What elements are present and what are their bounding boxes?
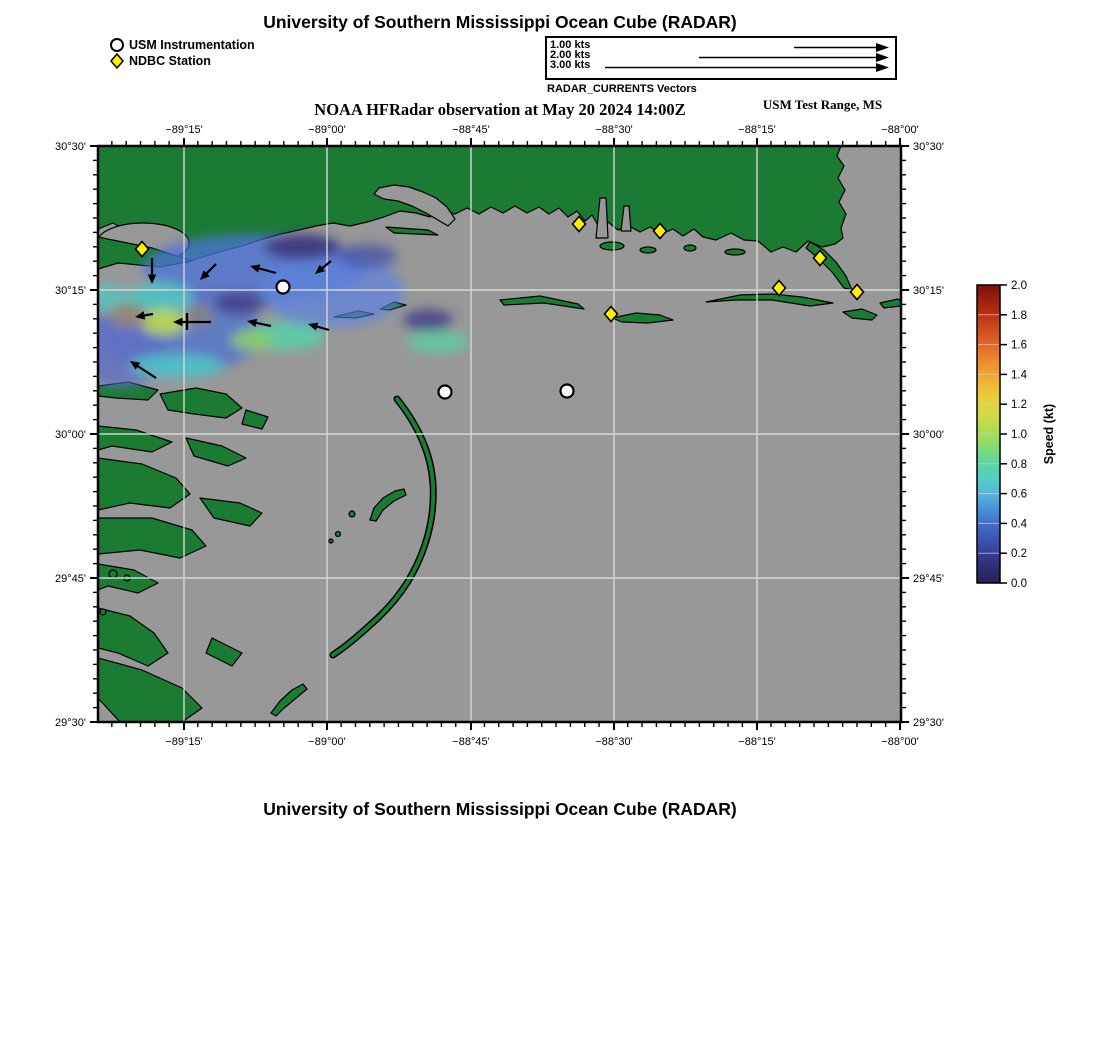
small-island (336, 532, 341, 537)
y-tick-label-left: 30°00' (55, 429, 86, 441)
colorbar-tick-label: 0.8 (1011, 458, 1027, 471)
y-tick-label-left: 29°30' (55, 717, 86, 729)
x-tick-label-top: −88°15' (738, 124, 776, 136)
small-island (109, 570, 117, 578)
colorbar-tick-label: 0.2 (1011, 548, 1027, 561)
colorbar-tick-label: 0.4 (1011, 518, 1027, 531)
y-tick-label-right: 29°30' (913, 717, 944, 729)
y-tick-label-left: 30°30' (55, 141, 86, 153)
small-island (349, 511, 355, 517)
y-tick-label-right: 30°00' (913, 429, 944, 441)
x-tick-label-bottom: −89°15' (165, 736, 203, 748)
scale-label-2kt: 2.00 kts (550, 49, 591, 61)
x-tick-label-bottom: −88°00' (881, 736, 919, 748)
small-island (329, 539, 333, 543)
legend-label-usm: USM Instrumentation (129, 38, 255, 52)
y-tick-label-left: 30°15' (55, 285, 86, 297)
x-tick-label-top: −88°30' (595, 124, 633, 136)
speed-field-spot (214, 292, 266, 314)
region-label: USM Test Range, MS (762, 97, 883, 112)
colorbar-tick-label: 1.0 (1011, 429, 1027, 441)
colorbar-tick-label: 0.0 (1011, 578, 1027, 590)
x-tick-label-bottom: −88°15' (738, 736, 776, 748)
usm-instrument-marker (439, 386, 452, 399)
page-title: University of Southern Mississippi Ocean Cube (RADAR) (263, 12, 737, 32)
colorbar-tick-label: 1.2 (1011, 399, 1027, 412)
colorbar-tick-label: 2.0 (1011, 280, 1027, 292)
speed-field-spot (130, 354, 224, 378)
small-island (100, 609, 106, 615)
colorbar-tick-label: 1.4 (1011, 369, 1027, 382)
colorbar-axis-label: Speed (kt) (1042, 403, 1056, 465)
colorbar-tick-label: 0.6 (1011, 488, 1027, 501)
legend (109, 37, 255, 69)
scale-label-1kt: 1.00 kts (550, 39, 591, 51)
x-tick-label-top: −88°00' (881, 124, 919, 136)
usm-instrument-marker (561, 385, 574, 398)
speed-field-spot (337, 244, 397, 268)
usm-instrument-marker (277, 281, 290, 294)
colorbar (977, 280, 1056, 590)
y-tick-label-right: 30°15' (913, 285, 944, 297)
coastal-islet (600, 242, 624, 250)
x-tick-label-top: −88°45' (452, 124, 490, 136)
x-tick-label-top: −89°15' (165, 124, 203, 136)
speed-field-spot (231, 330, 273, 350)
scale-label-3kt: 3.00 kts (550, 59, 591, 71)
x-tick-label-bottom: −89°00' (308, 736, 346, 748)
coastal-islet (640, 247, 656, 253)
coastal-islet (725, 249, 745, 255)
vector-scale-caption: RADAR_CURRENTS Vectors (547, 83, 697, 95)
y-tick-label-left: 29°45' (55, 573, 86, 585)
colorbar-tick-label: 1.6 (1011, 339, 1027, 352)
observation-subtitle: NOAA HFRadar observation at May 20 2024 14:00Z (314, 100, 686, 119)
usm-instrumentation-icon (109, 37, 125, 53)
footer-title: University of Southern Mississippi Ocean Cube (RADAR) (263, 799, 737, 819)
speed-field-spot (407, 331, 469, 353)
legend-label-ndbc: NDBC Station (129, 54, 211, 68)
y-tick-label-right: 29°45' (913, 573, 944, 585)
colorbar-tick-label: 1.8 (1011, 309, 1027, 322)
coastal-islet (684, 245, 696, 251)
x-tick-label-bottom: −88°45' (452, 736, 490, 748)
x-tick-label-top: −89°00' (308, 124, 346, 136)
x-tick-label-bottom: −88°30' (595, 736, 633, 748)
speed-field-spot (403, 309, 453, 331)
legend-item-usm (109, 37, 255, 53)
speed-field-spot (264, 234, 340, 260)
legend-item-ndbc (109, 53, 255, 69)
ndbc-station-icon (109, 53, 125, 69)
y-tick-label-right: 30°30' (913, 141, 944, 153)
